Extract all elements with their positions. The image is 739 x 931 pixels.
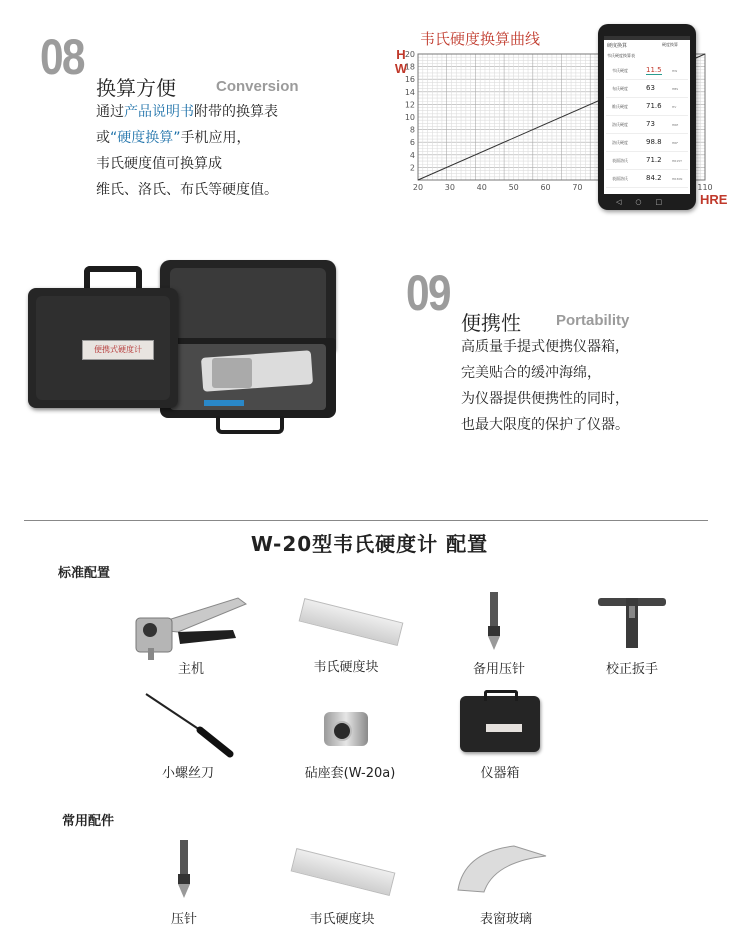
portability-line: 高质量手提式便携仪器箱， [461, 339, 629, 355]
phone-row-label: 洛氏硬度 [612, 122, 628, 127]
item-instrument-case: 仪器箱 [480, 766, 520, 781]
item-main-unit: 主机 [177, 662, 204, 677]
conversion-title: 换算方便 [96, 76, 176, 100]
item-calibration-wrench: 校正扳手 [605, 662, 658, 677]
phone [598, 24, 696, 210]
y-tick-label: 14 [404, 87, 415, 97]
phone-row [606, 98, 688, 116]
y-tick-label: 20 [404, 50, 415, 59]
phone-row-value: 71.2 [646, 156, 662, 164]
phone-screen [604, 36, 690, 194]
section-number-08: 08 [40, 29, 84, 85]
portability-line: 也最大限度的保护了仪器。 [461, 417, 629, 433]
section-number-09: 09 [406, 265, 450, 321]
dial-glass-image [454, 842, 550, 896]
phone-row-unit: HV [672, 105, 677, 109]
phone-row-value: 71.6 [646, 102, 662, 110]
x-tick-label: 60 [540, 183, 551, 192]
phone-row-unit: HR15T [672, 159, 682, 163]
hardness-block-image [299, 598, 404, 646]
y-tick-label: 12 [404, 100, 415, 110]
phone-table-title: 韦氏硬度换算表 [607, 53, 635, 58]
portability-title: 便携性 [461, 311, 521, 335]
phone-row [606, 62, 688, 80]
calibration-wrench-image [596, 592, 668, 652]
conversion-description [96, 99, 396, 203]
x-tick-label: 70 [572, 183, 583, 192]
item-indenter: 压针 [170, 912, 197, 927]
config-title: W-20型韦氏硬度计 配置 [250, 532, 489, 556]
conversion-line: 韦氏硬度值可换算成 [96, 156, 222, 172]
x-tick-label: 50 [508, 183, 519, 192]
y-tick-label: 6 [409, 138, 415, 148]
item-screwdriver: 小螺丝刀 [161, 766, 214, 781]
phone-row-value[interactable]: 11.5 [646, 66, 662, 74]
y-tick-label: 18 [404, 62, 415, 72]
phone-row-value: 98.8 [646, 138, 662, 146]
instrument-case-small-image [460, 696, 540, 752]
phone-row-value: 84.2 [646, 174, 662, 182]
phone-row-label: 洛氏硬度 [612, 140, 628, 145]
phone-row [606, 116, 688, 134]
phone-row-label: 维氏硬度 [612, 104, 628, 109]
phone-row-label: 表面洛氏 [612, 158, 628, 163]
phone-row-unit: HBS [672, 87, 679, 91]
screwdriver-image [140, 690, 236, 762]
portability-line: 完美贴合的缓冲海绵， [461, 365, 601, 381]
conversion-line: 维氏、洛氏、布氏等硬度值。 [96, 182, 278, 198]
item-hardness-block: 韦氏硬度块 [313, 660, 379, 675]
anvil-sleeve-image [324, 712, 368, 746]
phone-row-label: 韦氏硬度 [612, 68, 628, 73]
hardness-block-image-2 [291, 848, 396, 896]
y-tick-label: 8 [409, 125, 415, 135]
x-axis-label: HRE [700, 192, 728, 207]
section-divider [24, 520, 708, 521]
phone-app-title: 硬度换算 [607, 43, 628, 49]
x-tick-label: 20 [412, 183, 424, 192]
y-tick-label: 2 [409, 163, 415, 173]
y-tick-label: 4 [409, 150, 415, 160]
case-label: 便携式硬度计 [82, 340, 154, 360]
common-accessories-title: 常用配件 [62, 814, 115, 829]
indenter-image [172, 838, 196, 902]
x-tick-label: 40 [476, 183, 487, 192]
chart-title: 韦氏硬度换算曲线 [420, 30, 541, 48]
phone-row-unit: HRF [672, 141, 679, 145]
phone-row [606, 134, 688, 152]
instrument-case-image [26, 258, 346, 438]
conversion-title-en: Conversion [216, 78, 299, 95]
item-anvil-sleeve: 砧座套(W-20a) [304, 766, 396, 781]
phone-row-label: 布氏硬度 [612, 86, 628, 91]
item-spare-indenter: 备用压针 [472, 662, 525, 677]
phone-row-unit: HR30N [672, 177, 683, 181]
item-hardness-block-2: 韦氏硬度块 [309, 912, 375, 927]
phone-table [606, 62, 688, 188]
x-tick-label: 30 [444, 183, 455, 192]
item-dial-glass: 表窗玻璃 [479, 912, 532, 927]
portability-description [461, 334, 731, 438]
y-tick-label: 10 [404, 113, 415, 122]
phone-row [606, 170, 688, 188]
conversion-line: 或“硬度换算”手机应用， [96, 130, 251, 146]
x-tick-label: 110 [697, 183, 713, 192]
phone-nav-icons: ◁○□ [616, 198, 677, 206]
phone-row-unit: HRE [672, 123, 679, 127]
conversion-line: 通过产品说明书附带的换算表 [96, 104, 278, 120]
y-tick-label: 16 [404, 75, 415, 85]
phone-row [606, 152, 688, 170]
portability-title-en: Portability [556, 312, 630, 329]
phone-row-value: 73 [646, 120, 655, 128]
standard-config-title: 标准配置 [58, 566, 111, 581]
phone-action[interactable]: 硬度换算 [662, 42, 678, 47]
phone-row-unit: HW [672, 69, 678, 73]
phone-row [606, 80, 688, 98]
portability-line: 为仪器提供便携性的同时， [461, 391, 629, 407]
phone-row-value: 63 [646, 84, 655, 92]
phone-row-label: 表面洛氏 [612, 176, 628, 181]
spare-indenter-image [482, 590, 506, 654]
main-unit-image [128, 590, 253, 662]
y-axis-label: H W [394, 47, 408, 76]
